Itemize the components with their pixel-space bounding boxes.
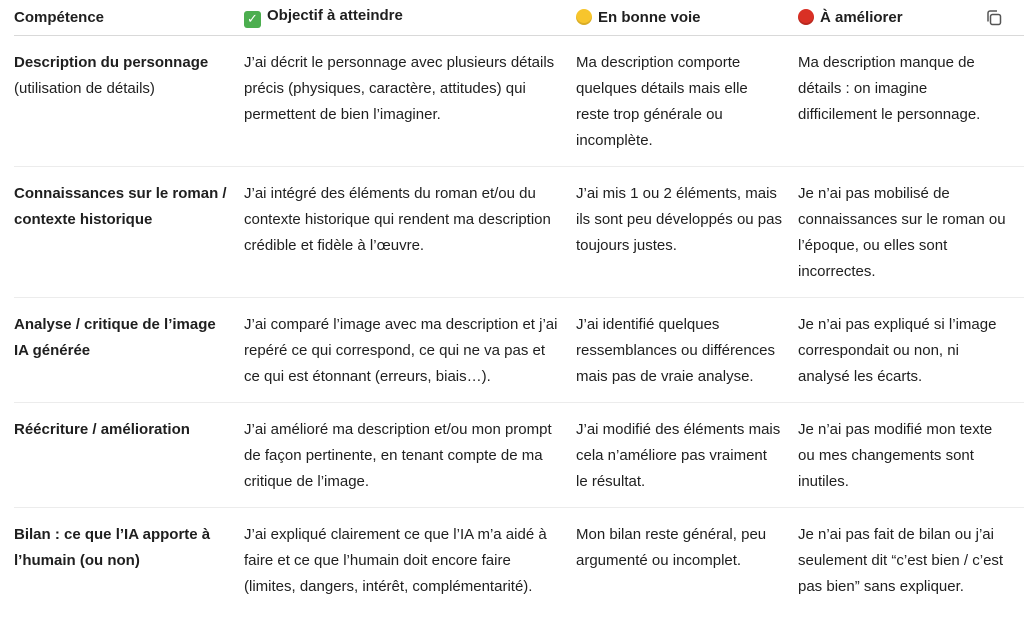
skill-detail: (utilisation de détails) [14,80,155,97]
skill-name: Connaissances sur le roman / contexte historique [14,185,227,228]
bonne-voie-cell: J’ai modifié des éléments mais cela n’améliore pas vraiment le résultat. [576,403,798,508]
ameliorer-cell: Je n’ai pas modifié mon texte ou mes changements sont inutiles. [798,403,1024,508]
ameliorer-cell: Je n’ai pas fait de bilan ou j’ai seulement dit “c’est bien / c’est pas bien” sans expliquer. [798,526,1004,595]
rubric-table [14,0,1024,612]
skill-name: Réécriture / amélioration [14,421,190,438]
objectif-cell: J’ai décrit le personnage avec plusieurs détails précis (physiques, caractère, attitudes) qui permettent de bien l’imaginer. [244,36,576,167]
objectif-cell: J’ai amélioré ma description et/ou mon prompt de façon pertinente, en tenant compte de ma critique de l’image. [244,403,576,508]
objectif-cell: J’ai intégré des éléments du roman et/ou du contexte historique qui rendent ma description crédible et fidèle à l’œuvre. [244,167,576,298]
table-row [14,298,1024,403]
objectif-cell: J’ai comparé l’image avec ma description et j’ai repéré ce qui correspond, ce qui ne va pas et ce qui est étonnant (erreurs, biais…). [244,298,576,403]
header-bonne-voie [576,0,798,36]
objectif-cell: J’ai expliqué clairement ce que l’IA m’a aidé à faire et ce que l’humain doit encore faire (limites, dangers, intérêt, complémentarité). [244,526,547,595]
table-row [14,403,1024,508]
skill-cell [14,167,244,298]
bonne-voie-cell: Mon bilan reste général, peu argumenté ou incomplet. [576,526,767,569]
ameliorer-cell: Je n’ai pas mobilisé de connaissances sur le roman ou l’époque, ou elles sont incorrectes. [798,167,1024,298]
ameliorer-cell: Je n’ai pas expliqué si l’image correspondait ou non, ni analysé les écarts. [798,298,1024,403]
skill-cell [14,36,244,167]
ameliorer-cell: Ma description manque de détails : on imagine difficilement le personnage. [798,36,1024,167]
header-bonne-voie-label: En bonne voie [598,9,701,26]
table-row [14,508,1024,613]
table-header-row [14,0,1024,36]
skill-name: Analyse / critique de l’image IA générée [14,316,216,359]
red-circle-icon [798,9,814,25]
header-competence-label: Compétence [14,9,105,26]
bonne-voie-cell: J’ai mis 1 ou 2 éléments, mais ils sont peu développés ou pas toujours justes. [576,167,798,298]
skill-name: Description du personnage [14,54,209,71]
bonne-voie-cell: Ma description comporte quelques détails mais elle reste trop générale ou incomplète. [576,36,798,167]
header-objectif-label: Objectif à atteindre [267,7,403,24]
table-row [14,167,1024,298]
table-row [14,36,1024,167]
check-mark-icon: ✓ [244,11,261,28]
skill-cell [14,298,244,403]
bonne-voie-cell: J’ai identifié quelques ressemblances ou différences mais pas de vraie analyse. [576,298,798,403]
header-ameliorer-label: À améliorer [820,9,903,26]
copy-icon[interactable] [984,8,1004,28]
skill-name: Bilan : ce que l’IA apporte à l’humain (ou non) [14,526,211,569]
header-objectif [244,0,576,36]
skill-cell [14,508,244,613]
header-competence [14,0,244,36]
skill-cell [14,403,244,508]
yellow-circle-icon [576,9,592,25]
